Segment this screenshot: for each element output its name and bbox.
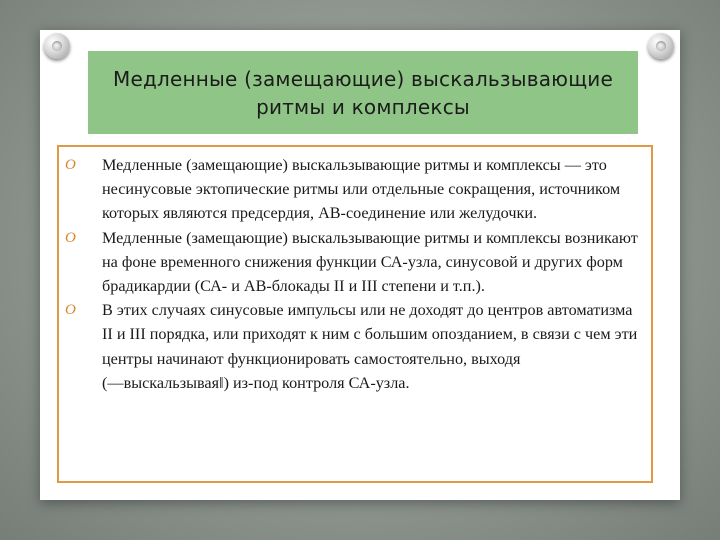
bullet-item <box>59 153 643 226</box>
bullet-marker-icon: O <box>65 302 76 319</box>
bullet-list <box>59 153 643 395</box>
slide-title-line: Медленные (замещающие) выскальзывающие <box>113 66 613 91</box>
bullet-marker-icon: O <box>65 157 76 173</box>
bullet-marker-icon: O <box>65 229 76 246</box>
bullet-item <box>59 226 643 299</box>
slide-content <box>57 145 653 483</box>
pushpin-icon <box>648 33 674 59</box>
bullet-text: Медленные (замещающие) выскальзывающие ритмы и комплексы — это несинусовые эктопические ритмы или отдельные сокращения, источником которых являются предсердия, АВ-соединение или желудочки. <box>102 156 621 223</box>
bullet-text: Медленные (замещающие) выскальзывающие ритмы и комплексы возникают на фоне временного снижения функции СА-узла, синусовой и других форм брадикардии (СА- и АВ-блокады II и III степени и т.п.). <box>102 228 638 296</box>
bullet-text: В этих случаях синусовые импульсы или не доходят до центров автоматизма II и III порядка, или приходят к ним с большим опозданием, в связи с чем эти центры начинают функционировать самостоятельно, выходя (―выскальзываяǁ) из-под контроля СА-узла. <box>102 301 638 392</box>
slide-title-line: ритмы и комплексы <box>256 94 470 119</box>
slide-title <box>88 51 638 134</box>
pushpin-icon <box>44 33 70 59</box>
bullet-item <box>59 298 643 395</box>
